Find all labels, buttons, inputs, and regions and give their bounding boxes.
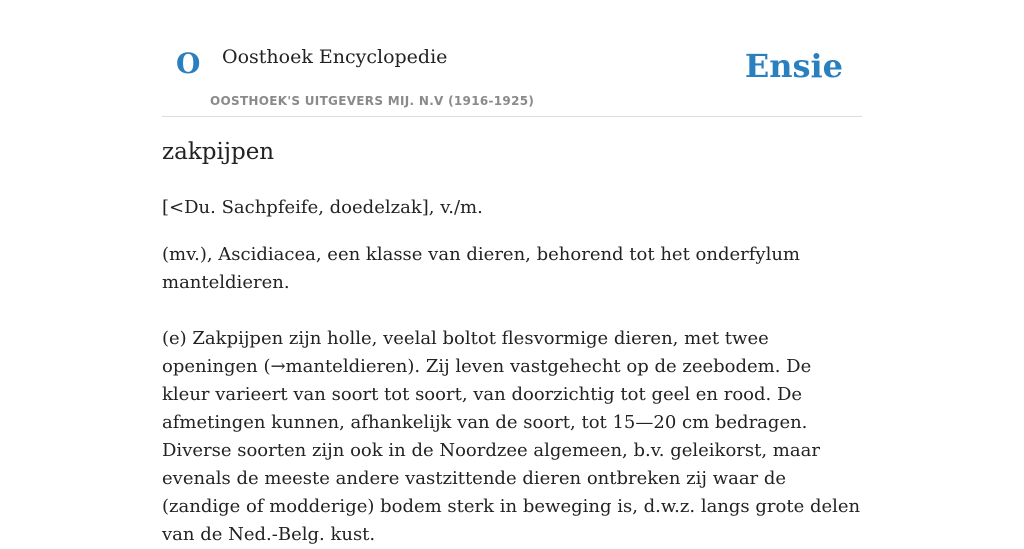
source-title[interactable]: Oosthoek Encyclopedie	[222, 46, 448, 68]
entry-title: zakpijpen	[162, 139, 275, 165]
entry-body: (e) Zakpijpen zijn holle, veelal boltot flesvormige dieren, met twee openingen (→manteldieren). Zij leven vastgehecht op de zeebodem. De kleur varieert van soort tot soort, van doorzichtig tot geel en rood. De afmetingen kunnen, afhankelijk van de soort, tot 15—20 cm bedragen. Diverse soorten zijn ook in de Noordzee algemeen, b.v. geleikorst, maar evenals de meeste andere vastzittende dieren ontbreken zij waar de (zandige of modderige) bodem sterk in beweging is, d.w.z. langs grote delen van de Ned.-Belg. kust.	[162, 327, 861, 545]
entry-definition: (mv.), Ascidiacea, een klasse van dieren, behorend tot het onderfylum manteldieren.	[162, 243, 800, 293]
source-header	[162, 0, 862, 117]
brand-logo[interactable]: Ensie	[744, 47, 843, 85]
entry-etymology: [<Du. Sachpfeife, doedelzak], v./m.	[162, 196, 483, 218]
source-logo[interactable]: O	[176, 47, 201, 80]
entry-content	[162, 138, 862, 549]
source-publisher: OOSTHOEK'S UITGEVERS MIJ. N.V (1916-1925)	[210, 94, 535, 108]
